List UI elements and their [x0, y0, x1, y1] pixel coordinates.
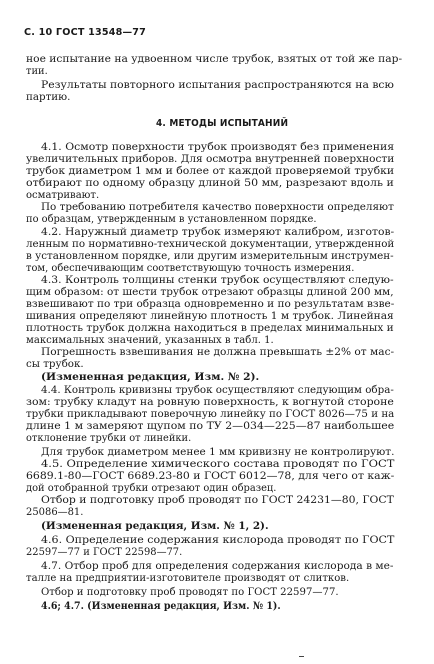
- text-line: шивания определяют линейную плотность 1 м трубок. Линейная: [26, 310, 394, 322]
- text-line: 6689.1-80—ГОСТ 6689.23-80 и ГОСТ 6012—78, для чего от каж-: [26, 470, 395, 482]
- text-line: партию.: [26, 91, 71, 103]
- text-line: зом: трубку кладут на ровную поверхность, к вогнутой стороне: [26, 396, 394, 408]
- text-line: ное испытание на удвоенном числе трубок, взятых от той же пар-: [26, 53, 403, 65]
- text-line: трубки прикладывают поверочную линейку по ГОСТ 8026—75 и на: [26, 408, 395, 420]
- text-line: (Измененная редакция, Изм. № 1, 2).: [41, 520, 269, 532]
- text-line: сы трубок.: [26, 358, 84, 370]
- text-line: максимальных значений, указанных в табл. 1.: [26, 334, 274, 346]
- text-line: 4.3. Контроль толщины стенки трубок осуществляют следую-: [41, 274, 394, 286]
- text-line: 4.6; 4.7. (Измененная редакция, Изм. № 1).: [41, 600, 281, 612]
- text-line: по образцам, утвержденным в установленном порядке.: [26, 213, 317, 225]
- text-line: 25086—81.: [26, 506, 84, 518]
- text-line: отбирают по одному образцу длиной 50 мм, разрезают вдоль и: [26, 177, 394, 189]
- text-line: 4.5. Определение химического состава проводят по ГОСТ: [41, 458, 395, 470]
- text-line: 4.4. Контроль кривизны трубок осуществляют следующим обра-: [41, 384, 394, 396]
- text-line: талле на предприятии-изготовителе производят от слитков.: [26, 572, 350, 584]
- text-line: 4.7. Отбор проб для определения содержания кислорода в ме-: [41, 560, 394, 572]
- text-line: Погрешность взвешивания не должна превышать ±2% от мас-: [41, 346, 395, 358]
- text-line: 4.2. Наружный диаметр трубок измеряют калибром, изготов-: [41, 226, 395, 238]
- text-line: ленным по нормативно-технической документации, утвержденной: [26, 238, 395, 250]
- text-line: плотность трубок должна находиться в пределах минимальных и: [26, 322, 394, 334]
- text-line: тии.: [26, 65, 48, 77]
- text-line: Результаты повторного испытания распространяются на всю: [41, 79, 394, 91]
- page-mark: [299, 656, 304, 657]
- text-line: щим образом: от шести трубок отрезают образцы длиной 200 мм,: [26, 286, 394, 298]
- text-line: увеличительных приборов. Для осмотра внутренней поверхности: [26, 153, 395, 165]
- text-line: 4. МЕТОДЫ ИСПЫТАНИЙ: [156, 118, 289, 129]
- text-line: Отбор и подготовку проб проводят по ГОСТ 24231—80, ГОСТ: [41, 494, 394, 506]
- text-line: По требованию потребителя качество поверхности определяют: [41, 201, 394, 213]
- text-line: (Измененная редакция, Изм. № 2).: [41, 371, 260, 383]
- text-line: трубок диаметром 1 мм и более от каждой проверяемой трубки: [26, 165, 395, 177]
- text-line: взвешивают по три образца одновременно и по результатам взве-: [26, 298, 395, 310]
- text-line: 4.1. Осмотр поверхности трубок производят без применения: [41, 141, 395, 153]
- text-line: отклонение трубки от линейки.: [26, 432, 192, 444]
- text-line: длине 1 м замеряют щупом по ТУ 2—034—225—87 наибольшее: [26, 420, 395, 432]
- text-line: 22597—77 и ГОСТ 22598—77.: [26, 546, 183, 558]
- text-line: Для трубок диаметром менее 1 мм кривизну не контролируют.: [41, 446, 395, 458]
- text-line: в установленном порядке, или другим измерительным инструмен-: [26, 250, 394, 262]
- text-line: осматривают.: [26, 189, 100, 201]
- text-line: том, обеспечивающим соответствующую точность измерения.: [26, 262, 355, 274]
- text-line: дой отобранной трубки отрезают один образец.: [26, 482, 277, 494]
- text-line: Отбор и подготовку проб проводят по ГОСТ 22597—77.: [41, 586, 339, 598]
- page-header: С. 10 ГОСТ 13548—77: [24, 27, 147, 38]
- text-line: 4.6. Определение содержания кислорода проводят по ГОСТ: [41, 534, 395, 546]
